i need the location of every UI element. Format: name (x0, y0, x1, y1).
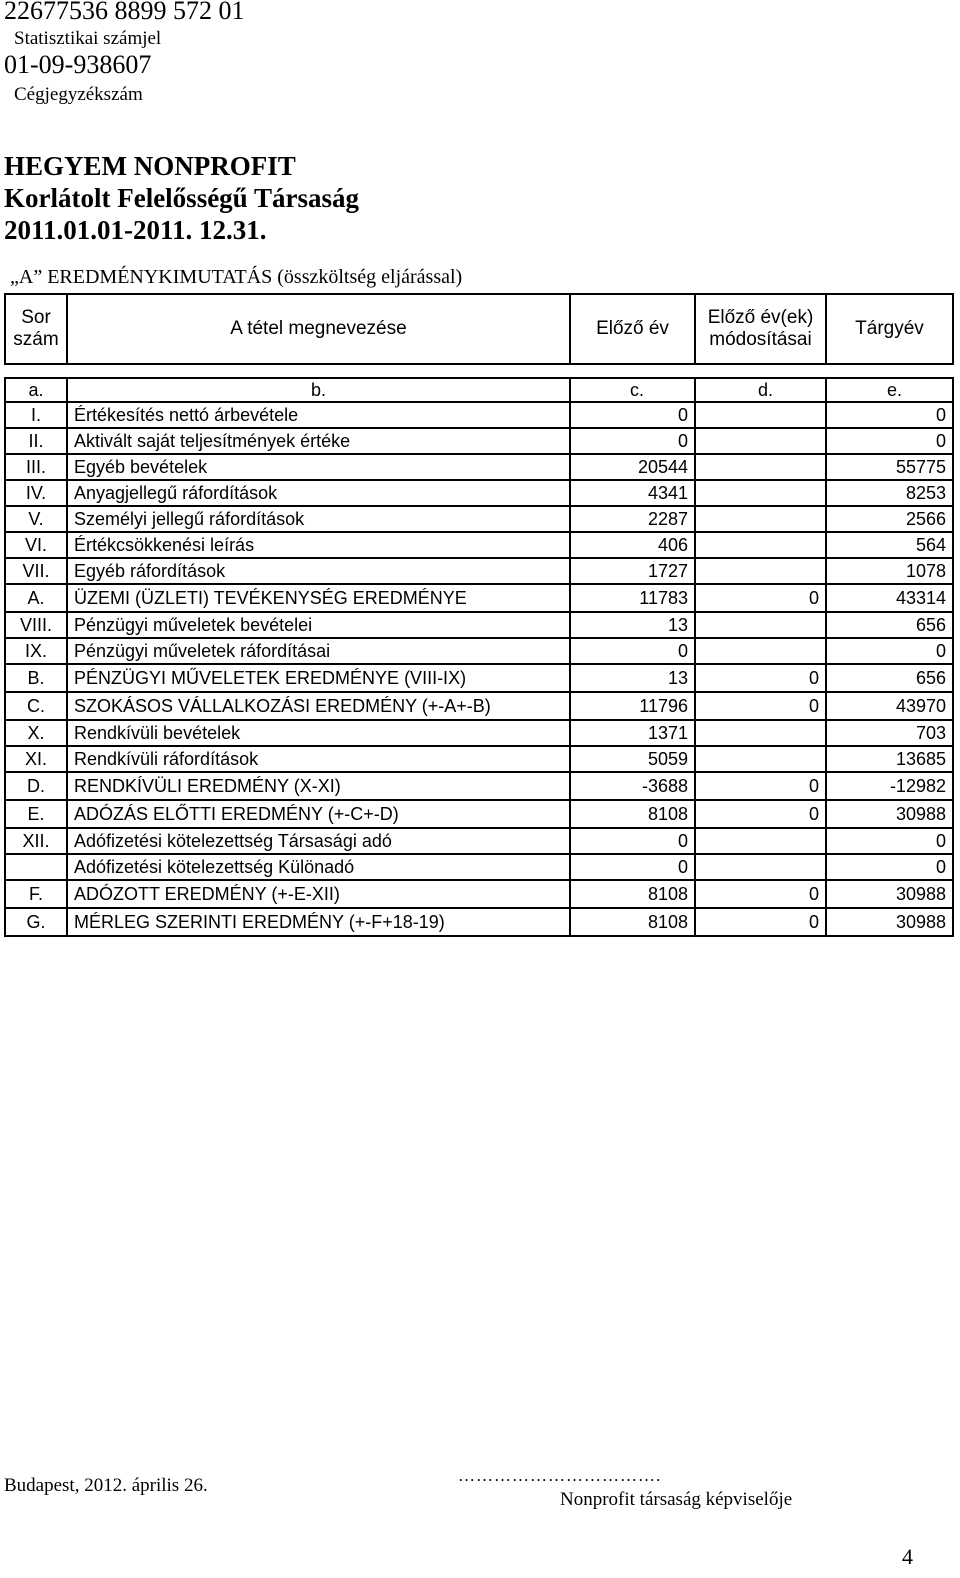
row-current-year: 43970 (826, 692, 953, 720)
row-previous-year: 8108 (570, 908, 695, 936)
table-row (5, 880, 953, 908)
row-item-name: Értékcsökkenési leírás (67, 532, 570, 558)
company-name-line1: HEGYEM NONPROFIT (4, 151, 296, 181)
row-code: III. (5, 454, 67, 480)
table-row (5, 908, 953, 936)
column-letter: e. (826, 378, 953, 402)
row-code: XII. (5, 828, 67, 854)
row-current-year: 43314 (826, 584, 953, 612)
signature-label: Nonprofit társaság képviselője (560, 1489, 793, 1510)
row-item-name: Egyéb bevételek (67, 454, 570, 480)
row-previous-year: 1371 (570, 720, 695, 746)
row-previous-year: 8108 (570, 880, 695, 908)
table-row (5, 612, 953, 638)
row-previous-year: 406 (570, 532, 695, 558)
row-code: VIII. (5, 612, 67, 638)
row-code: A. (5, 584, 67, 612)
page-number: 4 (902, 1544, 913, 1569)
header-previous-year-modifications: Előző év(ek) módosításai (695, 294, 826, 364)
row-item-name: Személyi jellegű ráfordítások (67, 506, 570, 532)
income-statement-table (4, 293, 954, 937)
column-letter: a. (5, 378, 67, 402)
table-row (5, 532, 953, 558)
registration-number-label: Cégjegyzékszám (14, 84, 143, 105)
row-previous-year: 0 (570, 638, 695, 664)
row-previous-year: 0 (570, 854, 695, 880)
column-letter: c. (570, 378, 695, 402)
table-row (5, 480, 953, 506)
row-code: C. (5, 692, 67, 720)
row-code: II. (5, 428, 67, 454)
row-previous-year: 4341 (570, 480, 695, 506)
row-modifications (695, 402, 826, 428)
row-modifications (695, 720, 826, 746)
table-row (5, 664, 953, 692)
row-modifications (695, 532, 826, 558)
row-modifications (695, 454, 826, 480)
row-previous-year: 20544 (570, 454, 695, 480)
row-modifications: 0 (695, 692, 826, 720)
table-row (5, 506, 953, 532)
row-code: G. (5, 908, 67, 936)
table-header-row (5, 294, 953, 364)
row-current-year: 30988 (826, 880, 953, 908)
table-row (5, 428, 953, 454)
row-code: D. (5, 772, 67, 800)
row-modifications (695, 480, 826, 506)
row-item-name: Aktivált saját teljesítmények értéke (67, 428, 570, 454)
row-code: V. (5, 506, 67, 532)
row-modifications (695, 428, 826, 454)
column-letters-row (5, 378, 953, 402)
report-title: „A” EREDMÉNYKIMUTATÁS (összköltség eljárással) (10, 266, 463, 288)
company-name-line2: Korlátolt Felelősségű Társaság (4, 183, 359, 213)
table-row (5, 772, 953, 800)
row-current-year: 2566 (826, 506, 953, 532)
table-row (5, 692, 953, 720)
row-previous-year: 13 (570, 612, 695, 638)
row-previous-year: 13 (570, 664, 695, 692)
column-letter: d. (695, 378, 826, 402)
row-current-year: 564 (826, 532, 953, 558)
row-modifications: 0 (695, 584, 826, 612)
row-item-name: ADÓZÁS ELŐTTI EREDMÉNY (+-C+-D) (67, 800, 570, 828)
row-item-name: PÉNZÜGYI MŰVELETEK EREDMÉNYE (VIII-IX) (67, 664, 570, 692)
row-modifications (695, 638, 826, 664)
row-current-year: 0 (826, 402, 953, 428)
row-code: VII. (5, 558, 67, 584)
row-previous-year: 11783 (570, 584, 695, 612)
row-previous-year: 0 (570, 828, 695, 854)
row-current-year: 656 (826, 664, 953, 692)
company-block (4, 150, 359, 246)
row-current-year: 55775 (826, 454, 953, 480)
header-previous-year: Előző év (570, 294, 695, 364)
row-previous-year: 0 (570, 428, 695, 454)
row-current-year: 13685 (826, 746, 953, 772)
row-current-year: 30988 (826, 908, 953, 936)
statistical-number-label: Statisztikai számjel (14, 28, 162, 49)
table-row (5, 746, 953, 772)
row-modifications (695, 828, 826, 854)
row-code: F. (5, 880, 67, 908)
row-current-year: 656 (826, 612, 953, 638)
signature-line: ……………………………. (458, 1466, 662, 1485)
row-item-name: Értékesítés nettó árbevétele (67, 402, 570, 428)
footer-date: Budapest, 2012. április 26. (4, 1475, 208, 1496)
row-code (5, 854, 67, 880)
table-row (5, 454, 953, 480)
row-previous-year: 11796 (570, 692, 695, 720)
row-item-name: Rendkívüli ráfordítások (67, 746, 570, 772)
row-modifications: 0 (695, 800, 826, 828)
row-current-year: 703 (826, 720, 953, 746)
row-modifications: 0 (695, 880, 826, 908)
row-modifications (695, 746, 826, 772)
row-modifications (695, 854, 826, 880)
row-code: I. (5, 402, 67, 428)
row-previous-year: 5059 (570, 746, 695, 772)
row-code: B. (5, 664, 67, 692)
row-modifications (695, 558, 826, 584)
row-previous-year: 8108 (570, 800, 695, 828)
table-row (5, 558, 953, 584)
row-current-year: -12982 (826, 772, 953, 800)
table-row (5, 584, 953, 612)
row-item-name: Pénzügyi műveletek ráfordításai (67, 638, 570, 664)
row-item-name: ÜZEMI (ÜZLETI) TEVÉKENYSÉG EREDMÉNYE (67, 584, 570, 612)
table-row (5, 800, 953, 828)
row-current-year: 0 (826, 638, 953, 664)
table-row (5, 828, 953, 854)
table-row (5, 402, 953, 428)
row-previous-year: 1727 (570, 558, 695, 584)
row-current-year: 8253 (826, 480, 953, 506)
row-modifications: 0 (695, 908, 826, 936)
row-modifications: 0 (695, 772, 826, 800)
report-period: 2011.01.01-2011. 12.31. (4, 215, 267, 245)
row-item-name: Pénzügyi műveletek bevételei (67, 612, 570, 638)
row-code: E. (5, 800, 67, 828)
row-code: XI. (5, 746, 67, 772)
table-row (5, 638, 953, 664)
row-current-year: 0 (826, 854, 953, 880)
row-previous-year: 0 (570, 402, 695, 428)
row-item-name: Adófizetési kötelezettség Társasági adó (67, 828, 570, 854)
header-item-name: A tétel megnevezése (67, 294, 570, 364)
row-item-name: Adófizetési kötelezettség Különadó (67, 854, 570, 880)
spacer-row (5, 364, 953, 378)
row-item-name: RENDKÍVÜLI EREDMÉNY (X-XI) (67, 772, 570, 800)
row-item-name: Rendkívüli bevételek (67, 720, 570, 746)
row-item-name: Egyéb ráfordítások (67, 558, 570, 584)
row-current-year: 1078 (826, 558, 953, 584)
table-row (5, 854, 953, 880)
statistical-number: 22677536 8899 572 01 (4, 0, 245, 25)
row-modifications (695, 612, 826, 638)
row-previous-year: -3688 (570, 772, 695, 800)
row-item-name: SZOKÁSOS VÁLLALKOZÁSI EREDMÉNY (+-A+-B) (67, 692, 570, 720)
table-row (5, 720, 953, 746)
row-current-year: 30988 (826, 800, 953, 828)
column-letter: b. (67, 378, 570, 402)
row-code: IV. (5, 480, 67, 506)
row-code: VI. (5, 532, 67, 558)
header-current-year: Tárgyév (826, 294, 953, 364)
row-previous-year: 2287 (570, 506, 695, 532)
row-item-name: MÉRLEG SZERINTI EREDMÉNY (+-F+18-19) (67, 908, 570, 936)
row-code: IX. (5, 638, 67, 664)
row-current-year: 0 (826, 428, 953, 454)
row-code: X. (5, 720, 67, 746)
registration-number: 01-09-938607 (4, 50, 152, 79)
header-row-number: Sor szám (5, 294, 67, 364)
row-modifications: 0 (695, 664, 826, 692)
row-item-name: ADÓZOTT EREDMÉNY (+-E-XII) (67, 880, 570, 908)
row-modifications (695, 506, 826, 532)
row-item-name: Anyagjellegű ráfordítások (67, 480, 570, 506)
row-current-year: 0 (826, 828, 953, 854)
